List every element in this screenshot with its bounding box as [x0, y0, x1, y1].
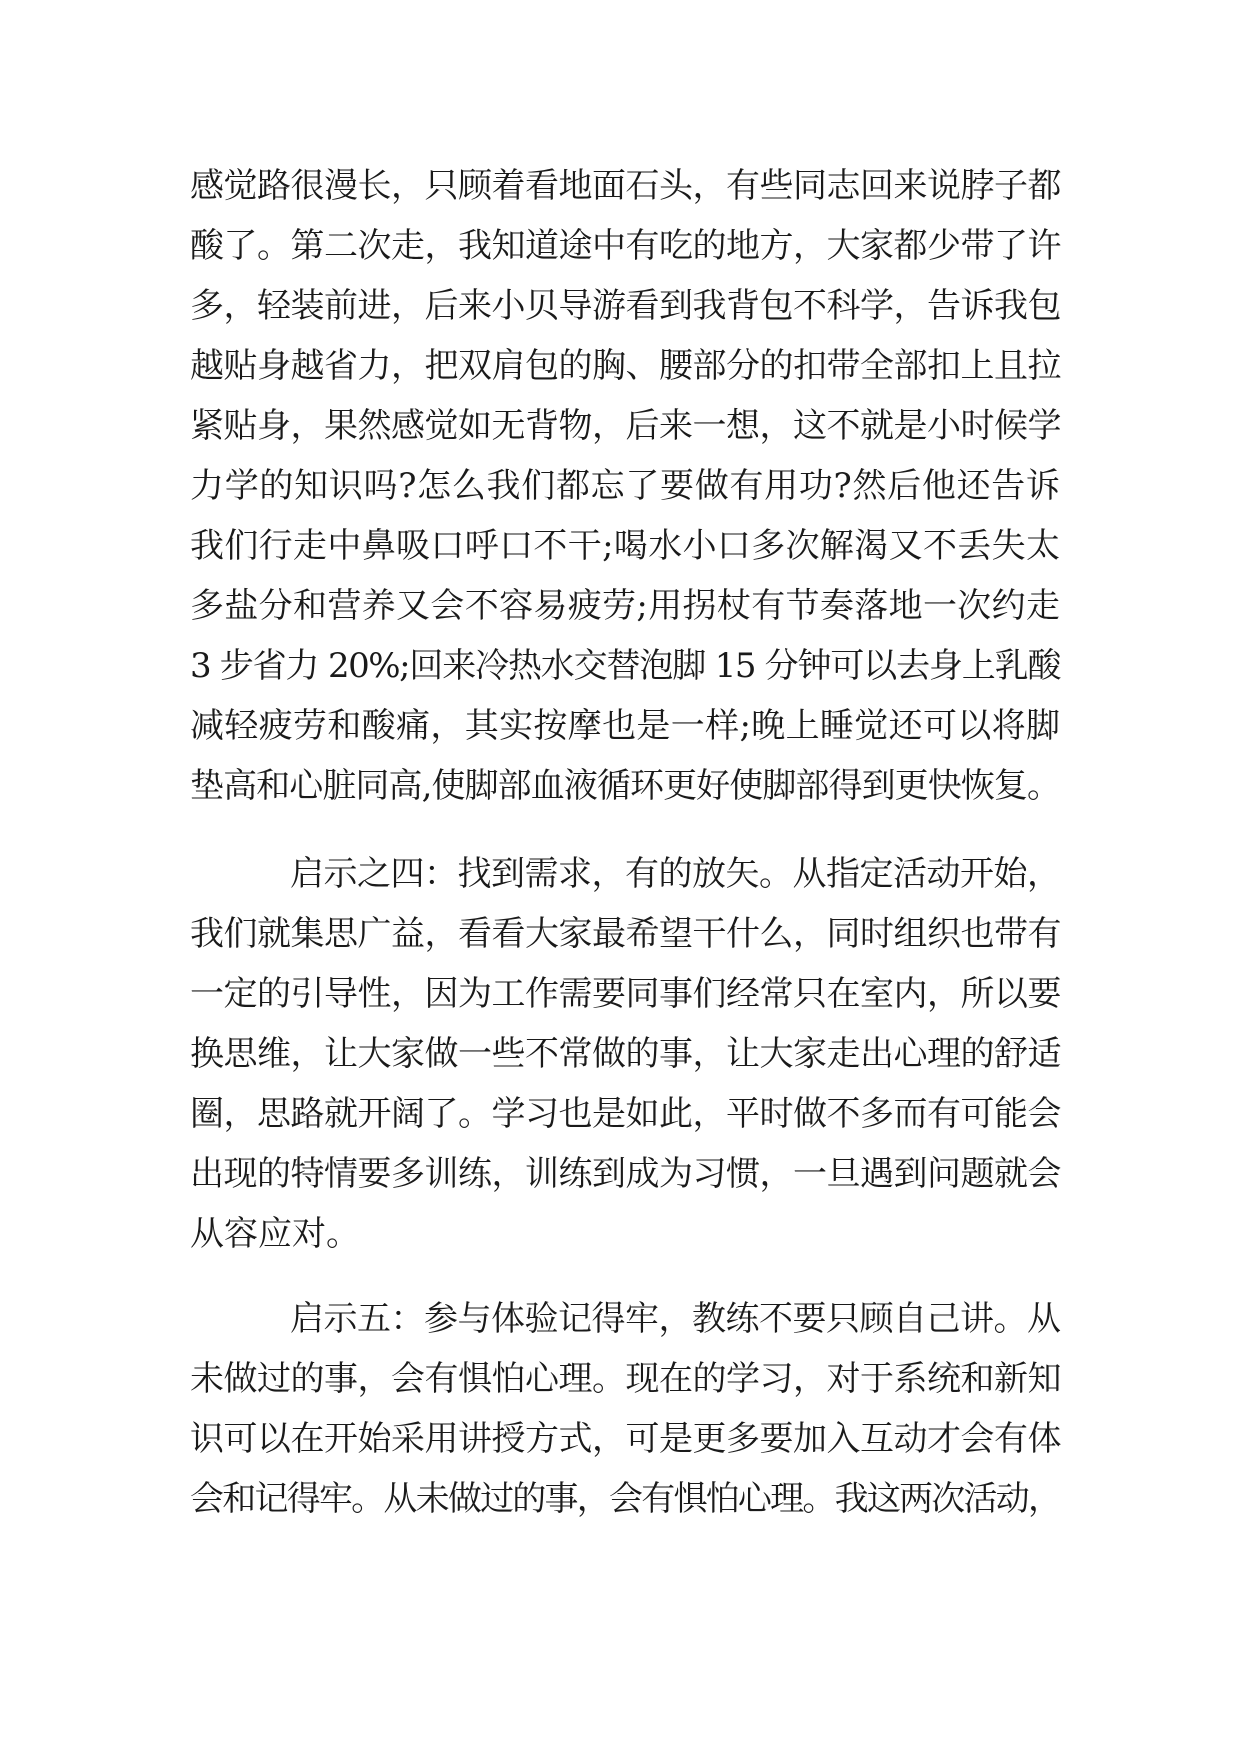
text-line: 越贴身越省力，把双肩包的胸、腰部分的扣带全部扣上且拉: [190, 346, 1061, 386]
text-line: 从容应对。: [190, 1214, 360, 1254]
text-line: 酸了。第二次走，我知道途中有吃的地方，大家都少带了许: [190, 226, 1061, 266]
text-line: 多盐分和营养又会不容易疲劳;用拐杖有节奏落地一次约走: [190, 586, 1060, 626]
paragraph-insight-five: [190, 1289, 1060, 1529]
text-line: 紧贴身，果然感觉如无背物，后来一想，这不就是小时候学: [190, 406, 1061, 446]
text-line: 我们就集思广益，看看大家最希望干什么，同时组织也带有: [190, 914, 1061, 954]
text-line: 未做过的事，会有惧怕心理。现在的学习，对于系统和新知: [190, 1359, 1061, 1399]
text-line: 一定的引导性，因为工作需要同事们经常只在室内，所以要: [190, 974, 1061, 1014]
text-line: 垫高和心脏同高,使脚部血液循环更好使脚部得到更快恢复。: [190, 766, 1060, 806]
paragraph-first-line: 启示五：参与体验记得牢，教练不要只顾自己讲。从: [290, 1299, 1061, 1339]
text-line: 减轻疲劳和酸痛，其实按摩也是一样;晚上睡觉还可以将脚: [190, 706, 1060, 746]
text-line: 我们行走中鼻吸口呼口不干;喝水小口多次解渴又不丢失太: [190, 526, 1060, 566]
text-line: 会和记得牢。从未做过的事，会有惧怕心理。我这两次活动，: [190, 1479, 1060, 1519]
text-line: 力学的知识吗?怎么我们都忘了要做有用功?然后他还告诉: [190, 466, 1060, 506]
paragraph-insight-four: [190, 844, 1060, 1264]
text-line: 圈，思路就开阔了。学习也是如此，平时做不多而有可能会: [190, 1094, 1061, 1134]
text-line: 识可以在开始采用讲授方式，可是更多要加入互动才会有体: [190, 1419, 1061, 1459]
text-line: 3 步省力 20%;回来冷热水交替泡脚 15 分钟可以去身上乳酸: [190, 646, 1060, 686]
paragraph-first-line: 启示之四：找到需求，有的放矢。从指定活动开始，: [290, 854, 1061, 894]
text-line: 多，轻装前进，后来小贝导游看到我背包不科学，告诉我包: [190, 286, 1061, 326]
text-line: 感觉路很漫长，只顾着看地面石头，有些同志回来说脖子都: [190, 166, 1061, 206]
text-line: 换思维，让大家做一些不常做的事，让大家走出心理的舒适: [190, 1034, 1061, 1074]
text-line: 出现的特情要多训练，训练到成为习惯，一旦遇到问题就会: [190, 1154, 1061, 1194]
paragraph-walking-tips: [190, 156, 1060, 816]
